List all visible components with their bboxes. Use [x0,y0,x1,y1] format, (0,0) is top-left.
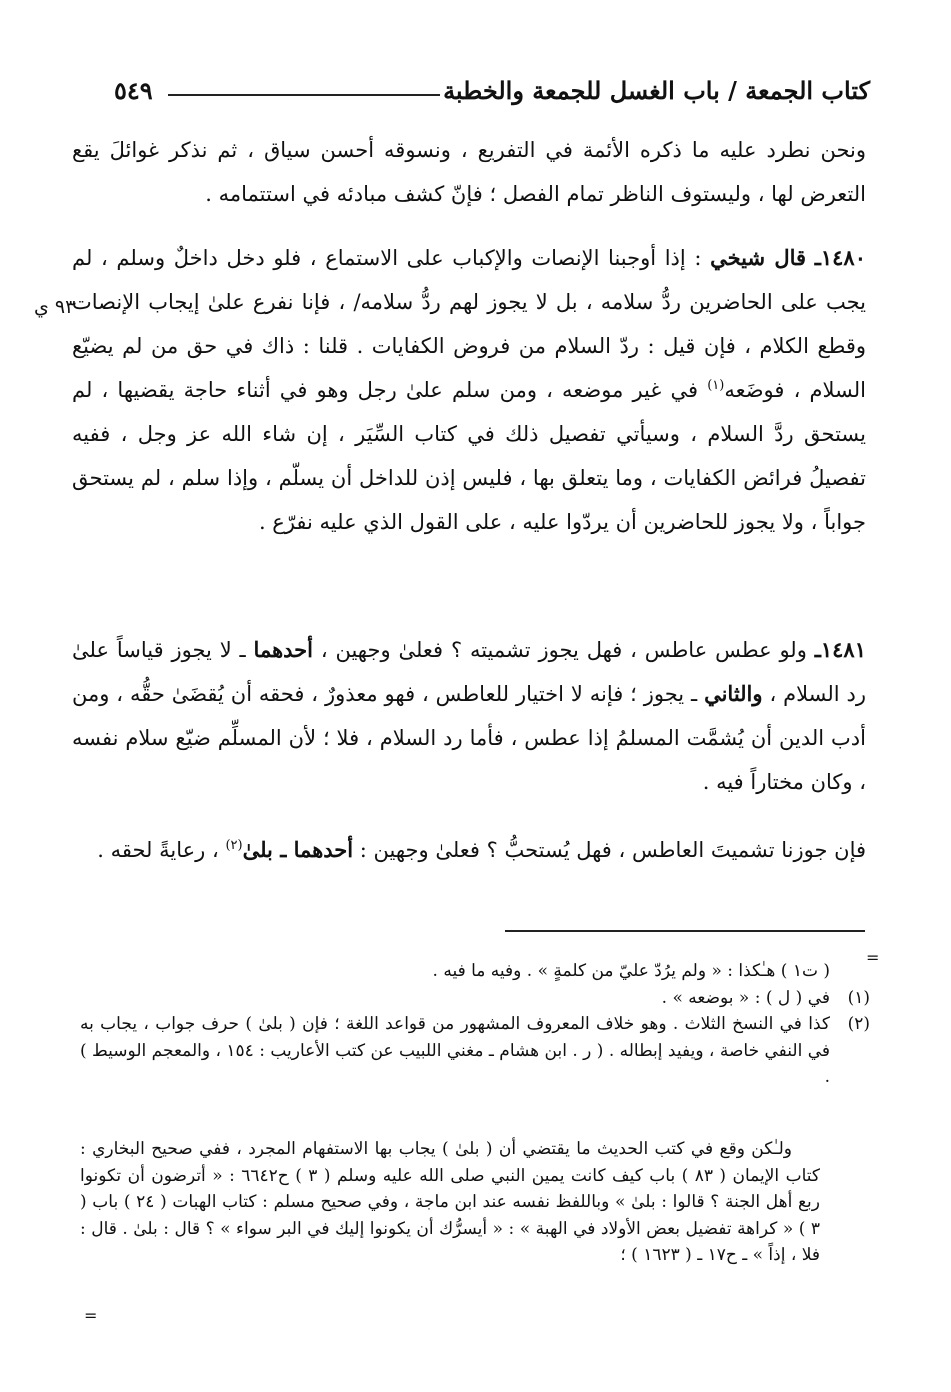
footnote-ref-1: (١) [707,378,725,393]
footnotes-block [80,958,870,1091]
first-view-label: أحدهما [253,637,313,662]
paragraph-text: ولو عطس عاطس ، فهل يجوز تشميته ؟ فعلىٰ وجهين ، [313,638,815,662]
paragraph-1480 [72,236,866,544]
margin-folio-note: ٩٣ ي [34,296,76,318]
paragraph-1481-text [72,628,866,804]
footnote-number: (٢) [847,1014,870,1034]
paragraph-text: ، رعايةً لحقه . [97,838,226,862]
footnote-text: كذا في النسخ الثلاث . وهو خلاف المعروف المشهور من قواعد اللغة ؛ فإن ( بلىٰ ) حرف جواب ، يجاب به في النفي خاصة ، ويفيد إبطاله . ( ر . ابن هشام ـ مغني اللبيب عن كتب الأعاريب : ١٥٤ ، والمعجم الوسيط ) . [80,1014,830,1087]
continuation-mark-top: = [866,948,880,967]
paragraph-1480-text [72,236,866,544]
footnote-text: ( ت١ ) هـٰكذا : « ولم يرُدّ عليّ من كلمةٍ » . وفيه ما فيه . [432,961,830,981]
second-view-label: والثاني [704,681,763,706]
footnote-item [80,985,870,1012]
paragraph-text: : إذا أوجبنا الإنصات والإكباب على الاستماع ، فلو دخل داخلٌ وسلم ، لم يجب على الحاضرين ردُّ سلامه ، بل لا يجوز لهم ردُّ سلامه/ ، فإنا نفرع علىٰ إيجاب الإنصات وقطع الكلام ، فإن قيل : ردّ السلام من فروض الكفايات . قلنا : ذاك في حق من لم يضيّع السلام ، فوضَعه [72,246,866,402]
header-rule [168,94,440,96]
paragraph-sneezer-text [72,828,866,872]
answer-yes: ـ بلىٰ [242,837,294,862]
paragraph-text: في غير موضعه ، ومن سلم علىٰ رجل وهو في أثناء حاجة يقضيها ، لم يستحق ردَّ السلام ، وسيأتي تفصيل ذلك في كتاب السِّيَر ، إن شاء الله عز وجل ، ففيه تفصيلُ فرائض الكفايات ، وما يتعلق بها ، فليس إذن للداخل أن يسلّم ، وإذا سلم ، لم يستحق جواباً ، ولا يجوز للحاضرين أن يردّوا عليه ، على القول الذي عليه نفرّع . [72,378,866,534]
footnote-continuation [80,958,870,985]
footnote-number-spacer [830,958,870,985]
paragraph-number: ١٤٨١ـ [814,637,866,662]
footnote-item [80,1011,870,1091]
footnote-number: (١) [847,987,870,1008]
running-header [110,72,870,112]
intro-text: ونحن نطرد عليه ما ذكره الأئمة في التفريع ، ونسوقه أحسن سياق ، ثم نذكر غوائلَ يقع التعرض لها ، وليستوف الناظر تمام الفصل ؛ فإنّ كشف مبادئه في استتمامه . [72,138,866,206]
paragraph-sneezer-blessing [72,828,866,872]
paragraph-1481 [72,628,866,804]
page-number: ٥٤٩ [114,76,153,105]
header-title: كتاب الجمعة / باب الغسل للجمعة والخطبة [443,76,870,105]
paragraph-text: ـ لا يجوز قياساً علىٰ رد السلام ، [72,638,866,706]
footnote-text: في ( ل ) : « بوضعه » . [661,987,830,1008]
footnote-divider [505,930,865,932]
footnote-ref-2: (٢) [225,838,243,853]
footnote-extra-paragraph: ولـٰكن وقع في كتب الحديث ما يقتضي أن ( بلىٰ ) يجاب بها الاستفهام المجرد ، ففي صحيح البخاري : كتاب الإيمان ( ٨٣ ) باب كيف كانت يمين النبي صلى الله عليه وسلم ( ٣ ) ح٦٦٤٢ : « أترضون أن تكونوا ربع أهل الجنة ؟ قالوا : بلىٰ » وباللفظ نفسه عند ابن ماجة ، وفي صحيح مسلم : كتاب الهبات ( ٢٤ ) باب ( ٣ ) « كراهة تفضيل بعض الأولاد في الهبة » : « أيسرُّك أن يكونوا إليك في البر سواء » ؟ قال : بلىٰ . قال : فلا ، إذاً » ـ ح١٧ ـ ( ١٦٢٣ ) ؛ [80,1139,821,1265]
paragraph-text: ـ يجوز ؛ فإنه لا اختيار للعاطس ، فهو معذورٌ ، فحقه أن يُقضَىٰ حقُّه ، ومن أدب الدين أن يُشمَّت المسلمُ إذا عطس ، فأما رد السلام ، فلا ؛ لأن المسلِّم ضيّع سلام نفسه ، وكان مختاراً فيه . [72,682,866,794]
paragraph-number: ١٤٨٠ـ [814,245,866,270]
paragraph-text: فإن جوزنا تشميتَ العاطس ، فهل يُستحبُّ ؟ فعلىٰ وجهين : [353,838,866,862]
continuation-mark-bottom: = [84,1306,98,1325]
intro-paragraph [72,128,866,216]
paragraph-lead: قال شيخي [710,245,807,270]
first-view-label: أحدهما [293,837,354,862]
